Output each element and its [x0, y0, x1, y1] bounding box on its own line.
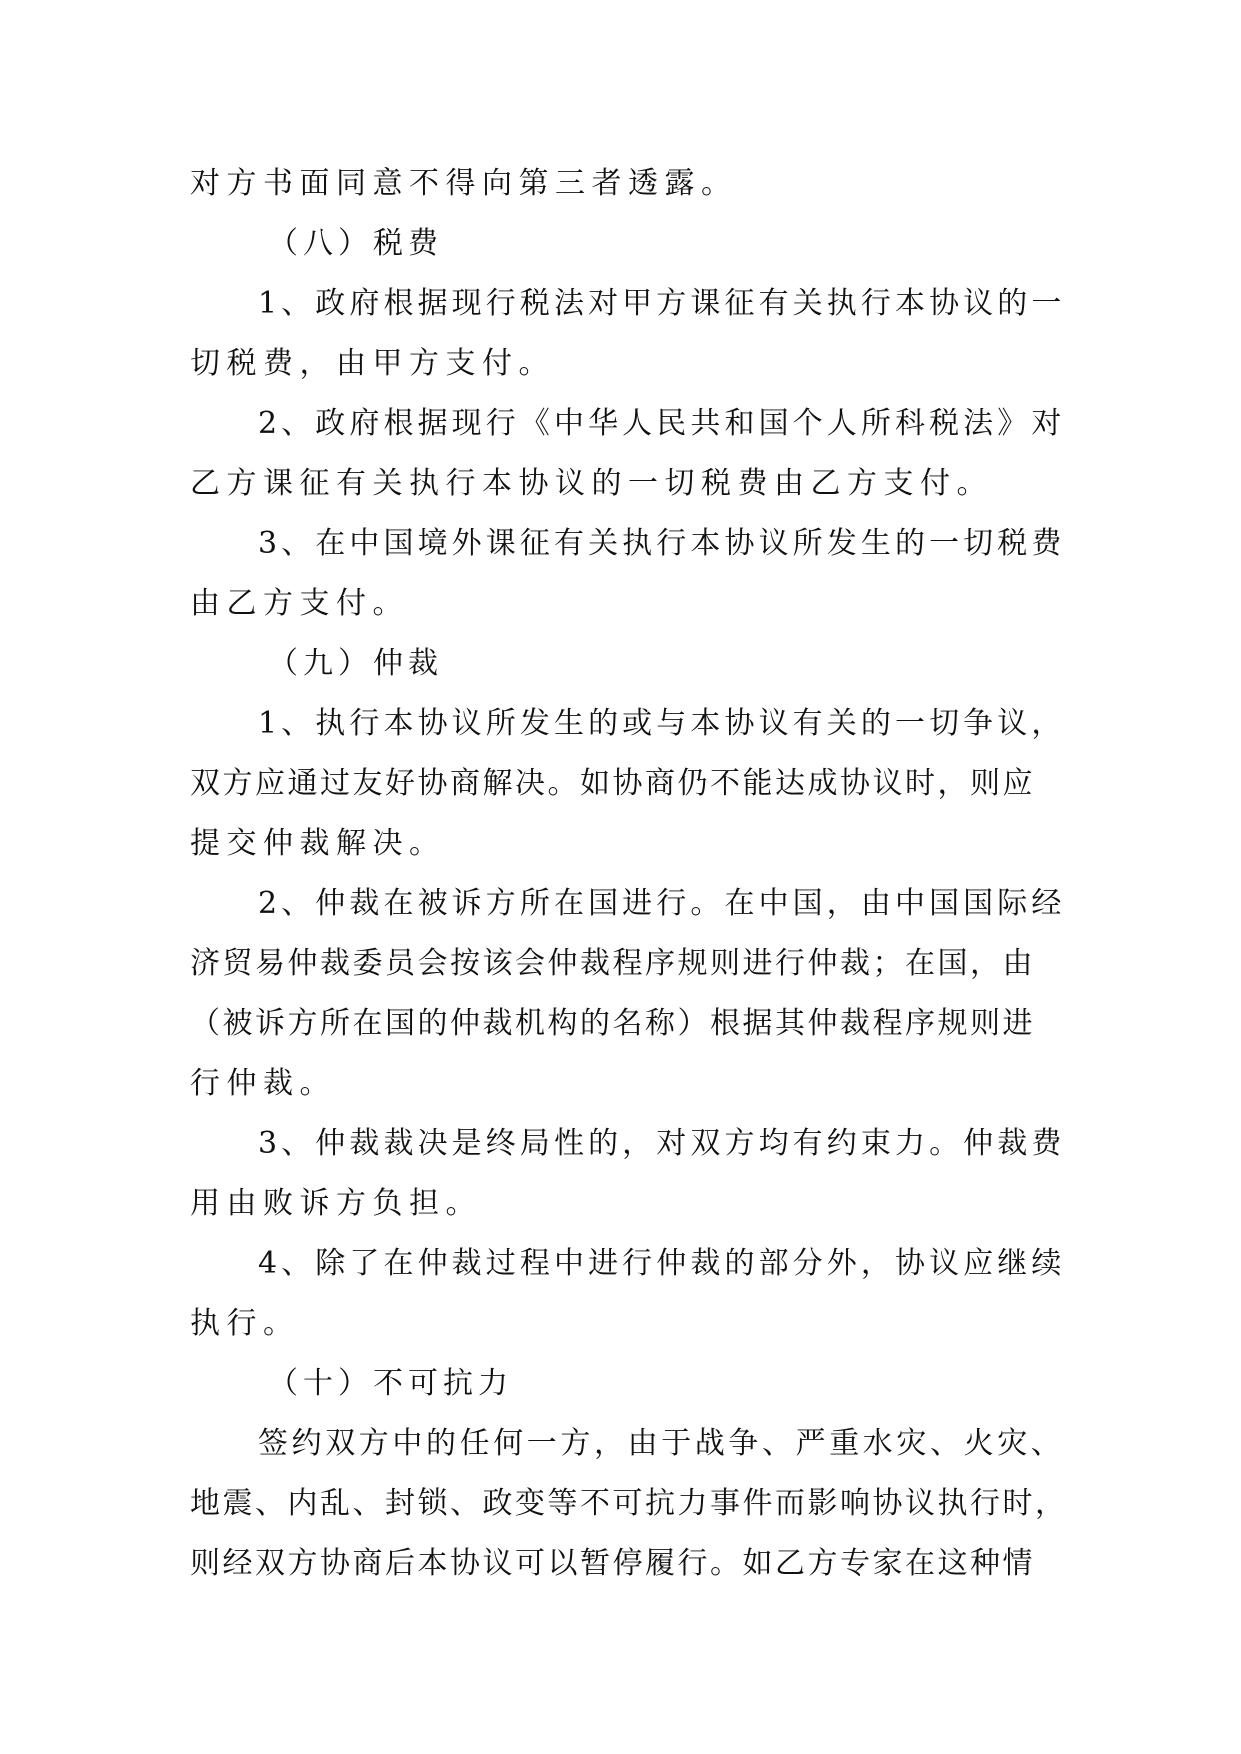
- paragraph-line: 1、执行本协议所发生的或与本协议有关的一切争议，: [258, 706, 1066, 741]
- paragraph-line: 则经双方协商后本协议可以暂停履行。如乙方专家在这种情: [190, 1546, 1035, 1581]
- paragraph-line: 双方应通过友好协商解决。如协商仍不能达成协议时，则应: [190, 766, 1035, 801]
- paragraph-line: 2、仲裁在被诉方所在国进行。在中国，由中国国际经: [258, 886, 1066, 921]
- paragraph-line: 提交仲裁解决。: [190, 826, 446, 861]
- paragraph-line: 行仲裁。: [190, 1066, 336, 1101]
- paragraph-line: 切税费，由甲方支付。: [190, 346, 555, 381]
- paragraph-line: 乙方课征有关执行本协议的一切税费由乙方支付。: [190, 466, 993, 501]
- paragraph-line: 1、政府根据现行税法对甲方课征有关执行本协议的一: [258, 286, 1066, 321]
- section-heading-taxes: （八）税费: [268, 226, 443, 261]
- paragraph-line: （被诉方所在国的仲裁机构的名称）根据其仲裁程序规则进: [190, 1006, 1035, 1041]
- paragraph-line: 3、仲裁裁决是终局性的，对双方均有约束力。仲裁费: [258, 1126, 1066, 1161]
- section-heading-arbitration: （九）仲裁: [268, 646, 443, 681]
- paragraph-line: 济贸易仲裁委员会按该会仲裁程序规则进行仲裁；在国，由: [190, 946, 1035, 981]
- paragraph-line: 签约双方中的任何一方，由于战争、严重水灾、火灾、: [258, 1426, 1065, 1461]
- paragraph-line: 2、政府根据现行《中华人民共和国个人所科税法》对: [258, 406, 1066, 441]
- paragraph-line: 对方书面同意不得向第三者透露。: [190, 166, 738, 201]
- paragraph-line: 4、除了在仲裁过程中进行仲裁的部分外，协议应继续: [258, 1246, 1066, 1281]
- paragraph-line: 用由败诉方负担。: [190, 1186, 482, 1221]
- paragraph-line: 地震、内乱、封锁、政变等不可抗力事件而影响协议执行时，: [190, 1486, 1068, 1521]
- paragraph-line: 由乙方支付。: [190, 586, 409, 621]
- paragraph-line: 执行。: [190, 1306, 300, 1341]
- paragraph-line: 3、在中国境外课征有关执行本协议所发生的一切税费: [258, 526, 1066, 561]
- section-heading-force-majeure: （十）不可抗力: [268, 1366, 513, 1401]
